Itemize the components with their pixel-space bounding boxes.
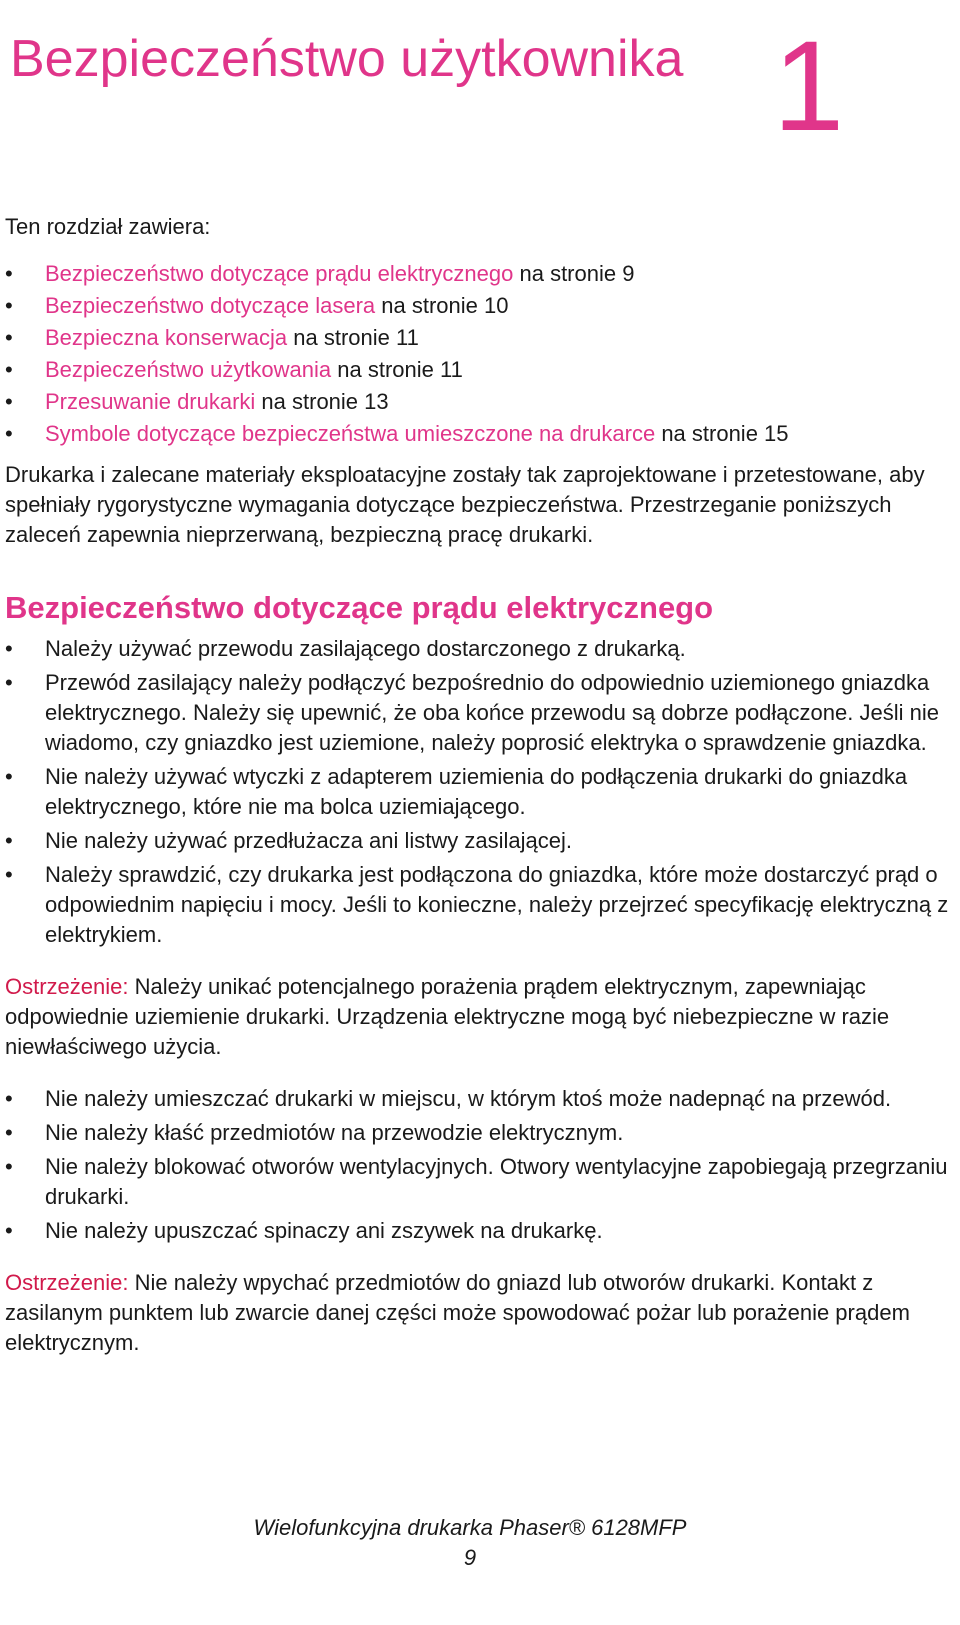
electrical-safety-list <box>5 634 950 950</box>
warning-paragraph <box>5 1268 950 1358</box>
chapter-number: 1 <box>773 15 845 158</box>
list-item: • Nie należy blokować otworów wentylacyjnych. Otwory wentylacyjne zapobiegają przegrzaniu drukarki. <box>5 1152 950 1212</box>
toc-item <box>5 322 950 354</box>
toc-link[interactable]: Bezpieczeństwo dotyczące prądu elektrycznego <box>45 261 514 286</box>
chapter-contents-list <box>5 258 950 450</box>
toc-page-ref: na stronie 10 <box>375 293 509 318</box>
toc-link[interactable]: Bezpieczna konserwacja <box>45 325 288 350</box>
toc-item <box>5 354 950 386</box>
toc-item <box>5 418 950 450</box>
list-item: • Przewód zasilający należy podłączyć bezpośrednio do odpowiednio uziemionego gniazdka elektrycznego. Należy się upewnić, że oba końce przewodu są dobrze podłączone. Jeśli nie wiadomo, czy gniazdko jest uziemione, należy poprosić elektryka o sprawdzenie gniazdka. <box>5 668 950 758</box>
toc-page-ref: na stronie 11 <box>287 325 419 350</box>
list-item: • Nie należy używać przedłużacza ani listwy zasilającej. <box>5 826 950 856</box>
list-item: • Nie należy kłaść przedmiotów na przewodzie elektrycznym. <box>5 1118 950 1148</box>
chapter-contents-label: Ten rozdział zawiera: <box>5 214 211 239</box>
list-item: • Nie należy upuszczać spinaczy ani zszywek na drukarkę. <box>5 1216 950 1246</box>
cord-safety-list <box>5 1084 950 1246</box>
toc-page-ref: na stronie 15 <box>655 421 789 446</box>
toc-item <box>5 258 950 290</box>
section-heading: Bezpieczeństwo dotyczące prądu elektrycznego <box>5 590 714 625</box>
list-item: • Należy używać przewodu zasilającego dostarczonego z drukarką. <box>5 634 950 664</box>
toc-item <box>5 290 950 322</box>
toc-page-ref: na stronie 9 <box>513 261 635 286</box>
page-content <box>5 212 950 1380</box>
warning-text: Nie należy wpychać przedmiotów do gniazd lub otworów drukarki. Kontakt z zasilanym punktem lub zwarcie danej części może spowodować pożar lub porażenie prądem elektrycznym. <box>5 1270 910 1355</box>
warning-label: Ostrzeżenie: <box>5 974 129 999</box>
warning-label: Ostrzeżenie: <box>5 1270 129 1295</box>
list-item: • Nie należy umieszczać drukarki w miejscu, w którym ktoś może nadepnąć na przewód. <box>5 1084 950 1114</box>
toc-page-ref: na stronie 11 <box>331 357 463 382</box>
footer-product-name: Wielofunkcyjna drukarka Phaser® 6128MFP <box>253 1515 687 1540</box>
toc-page-ref: na stronie 13 <box>255 389 389 414</box>
toc-link[interactable]: Symbole dotyczące bezpieczeństwa umieszczone na drukarce <box>45 421 656 446</box>
intro-paragraph: Drukarka i zalecane materiały eksploatacyjne zostały tak zaprojektowane i przetestowane, aby spełniały rygorystyczne wymagania dotyczące bezpieczeństwa. Przestrzeganie poniższych zaleceń zapewnia nieprzerwaną, bezpieczną pracę drukarki. <box>5 462 925 547</box>
toc-item <box>5 386 950 418</box>
chapter-title: Bezpieczeństwo użytkownika <box>10 30 684 88</box>
toc-link[interactable]: Bezpieczeństwo użytkowania <box>45 357 332 382</box>
toc-link[interactable]: Przesuwanie drukarki <box>45 389 256 414</box>
toc-link[interactable]: Bezpieczeństwo dotyczące lasera <box>45 293 376 318</box>
page-number: 9 <box>463 1545 477 1570</box>
list-item: • Należy sprawdzić, czy drukarka jest podłączona do gniazdka, które może dostarczyć prąd o odpowiednim napięciu i mocy. Jeśli to konieczne, należy przejrzeć specyfikację elektryczną z elektrykiem. <box>5 860 950 950</box>
page-footer <box>0 1513 940 1573</box>
list-item: • Nie należy używać wtyczki z adapterem uziemienia do podłączenia drukarki do gniazdka elektrycznego, które nie ma bolca uziemiającego. <box>5 762 950 822</box>
warning-text: Należy unikać potencjalnego porażenia prądem elektrycznym, zapewniając odpowiednie uziemienie drukarki. Urządzenia elektryczne mogą być niebezpieczne w razie niewłaściwego użycia. <box>5 974 890 1059</box>
warning-paragraph <box>5 972 950 1062</box>
